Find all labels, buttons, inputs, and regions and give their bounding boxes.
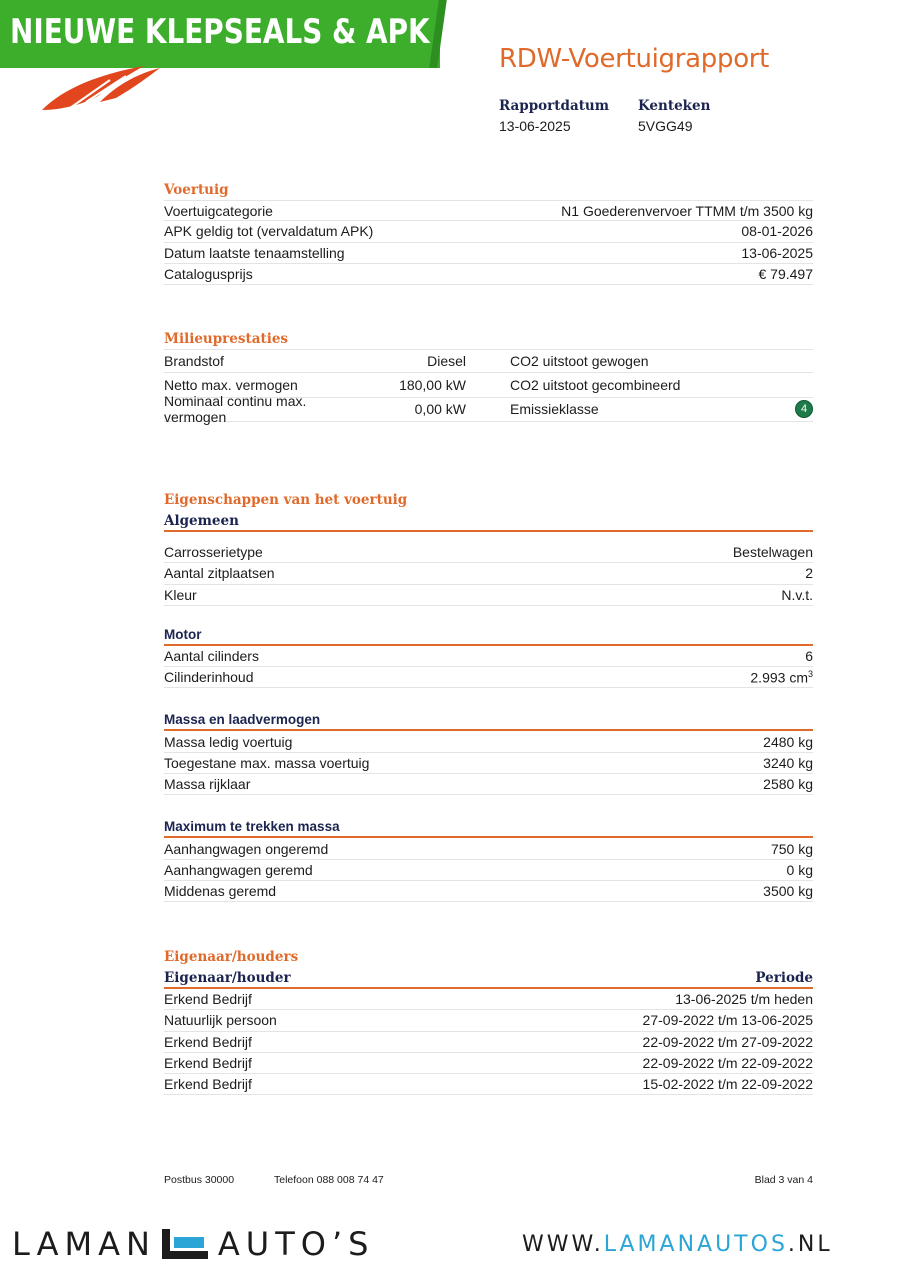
report-date-value: 13-06-2025 bbox=[499, 118, 571, 134]
table-row bbox=[164, 731, 813, 752]
row-value: 180,00 kW bbox=[399, 376, 466, 393]
general-subsection-title: Algemeen bbox=[164, 510, 813, 532]
row-value: 13-06-2025 bbox=[741, 244, 813, 261]
footer-postbus: Postbus 30000 bbox=[164, 1174, 235, 1186]
row-value: € 79.497 bbox=[758, 266, 813, 283]
vehicle-section-title: Voertuig bbox=[164, 182, 229, 198]
table-row bbox=[164, 1032, 813, 1053]
report-date-block bbox=[499, 98, 609, 134]
row-value: 2480 kg bbox=[763, 733, 813, 750]
table-row bbox=[164, 667, 813, 688]
period-cell: 15-02-2022 t/m 22-09-2022 bbox=[642, 1076, 813, 1093]
row-label: Aanhangwagen ongeremd bbox=[164, 840, 329, 857]
properties-section bbox=[164, 490, 813, 902]
row-label: Aanhangwagen geremd bbox=[164, 861, 313, 878]
table-row bbox=[164, 200, 813, 221]
row-label: Massa rijklaar bbox=[164, 776, 251, 793]
owners-table-header bbox=[164, 967, 813, 989]
period-cell: 22-09-2022 t/m 27-09-2022 bbox=[642, 1033, 813, 1050]
row-value: 2 bbox=[805, 565, 813, 582]
row-value: 3500 kg bbox=[763, 883, 813, 900]
row-label-right: CO2 uitstoot gecombineerd bbox=[510, 376, 681, 393]
table-row bbox=[164, 393, 813, 426]
environment-section-title: Milieuprestaties bbox=[164, 331, 289, 347]
promo-banner bbox=[0, 0, 440, 68]
table-row bbox=[164, 1053, 813, 1074]
laman-autos-logo bbox=[12, 1224, 374, 1264]
period-column-header: Periode bbox=[755, 970, 813, 986]
table-row bbox=[164, 221, 813, 242]
table-row bbox=[164, 585, 813, 606]
row-label-right: Emissieklasse bbox=[510, 401, 599, 418]
table-row bbox=[164, 838, 813, 859]
footer-page-number: Blad 3 van 4 bbox=[754, 1174, 813, 1186]
row-label: Netto max. vermogen bbox=[164, 376, 298, 393]
website-url[interactable] bbox=[522, 1232, 833, 1257]
row-label: APK geldig tot (vervaldatum APK) bbox=[164, 223, 374, 240]
properties-section-title: Eigenschappen van het voertuig bbox=[164, 492, 408, 508]
row-label: Massa ledig voertuig bbox=[164, 733, 293, 750]
row-label: Aantal cilinders bbox=[164, 648, 259, 665]
row-label: Middenas geremd bbox=[164, 883, 277, 900]
row-label: Datum laatste tenaamstelling bbox=[164, 244, 345, 261]
owner-column-header: Eigenaar/houder bbox=[164, 970, 291, 986]
displacement-value: 2.993 cm bbox=[750, 669, 808, 686]
row-label-right: CO2 uitstoot gewogen bbox=[510, 353, 649, 370]
brand-name-right: AUTO’S bbox=[217, 1225, 375, 1263]
table-row bbox=[164, 860, 813, 881]
table-row bbox=[164, 774, 813, 795]
period-cell: 22-09-2022 t/m 22-09-2022 bbox=[642, 1055, 813, 1072]
report-date-label: Rapportdatum bbox=[499, 98, 610, 114]
plate-block bbox=[638, 98, 710, 134]
environment-section bbox=[164, 329, 813, 426]
period-cell: 13-06-2025 t/m heden bbox=[675, 991, 813, 1008]
brand-name-left: LAMAN bbox=[12, 1225, 156, 1263]
emission-class-badge: 4 bbox=[795, 400, 813, 418]
table-row bbox=[164, 243, 813, 264]
document-footer bbox=[164, 1172, 813, 1206]
table-row bbox=[164, 1010, 813, 1031]
row-value: 2580 kg bbox=[763, 776, 813, 793]
owners-section-title: Eigenaar/houders bbox=[164, 949, 299, 965]
table-row bbox=[164, 264, 813, 285]
unit-superscript: 3 bbox=[807, 669, 813, 679]
report-title: RDW-Voertuigrapport bbox=[499, 44, 770, 74]
owner-cell: Erkend Bedrijf bbox=[164, 1033, 252, 1050]
row-label: Nominaal continu max. vermogen bbox=[164, 393, 307, 426]
owner-cell: Natuurlijk persoon bbox=[164, 1012, 277, 1029]
table-row bbox=[164, 542, 813, 563]
site-prefix: WWW. bbox=[522, 1232, 604, 1257]
table-row bbox=[164, 881, 813, 902]
owner-cell: Erkend Bedrijf bbox=[164, 1076, 252, 1093]
row-label: Toegestane max. massa voertuig bbox=[164, 754, 370, 771]
engine-subsection-title: Motor bbox=[164, 624, 813, 646]
rdw-logo-icon bbox=[40, 62, 170, 114]
row-label: Kleur bbox=[164, 586, 197, 603]
row-value: N.v.t. bbox=[781, 586, 813, 603]
row-label: Aantal zitplaatsen bbox=[164, 565, 275, 582]
row-value: 0,00 kW bbox=[414, 401, 466, 418]
row-value: 750 kg bbox=[770, 840, 813, 857]
period-cell: 27-09-2022 t/m 13-06-2025 bbox=[642, 1012, 813, 1029]
row-label: Brandstof bbox=[164, 353, 224, 370]
vehicle-section bbox=[164, 180, 813, 285]
row-value: 0 kg bbox=[786, 861, 813, 878]
table-row bbox=[164, 349, 813, 373]
row-value bbox=[750, 669, 813, 686]
table-row bbox=[164, 753, 813, 774]
row-value: Bestelwagen bbox=[732, 544, 813, 561]
row-value: 3240 kg bbox=[763, 754, 813, 771]
plate-value: 5VGG49 bbox=[638, 118, 693, 134]
row-label: Catalogusprijs bbox=[164, 266, 253, 283]
row-value: N1 Goederenvervoer TTMM t/m 3500 kg bbox=[561, 202, 813, 219]
owner-cell: Erkend Bedrijf bbox=[164, 991, 252, 1008]
promo-banner-text: NIEUWE KLEPSEALS & APK bbox=[10, 12, 430, 52]
car-flag-icon bbox=[162, 1229, 208, 1259]
row-value: 08-01-2026 bbox=[741, 223, 813, 240]
table-row bbox=[164, 1074, 813, 1095]
site-suffix: .NL bbox=[787, 1232, 833, 1257]
owner-cell: Erkend Bedrijf bbox=[164, 1055, 252, 1072]
owners-section bbox=[164, 947, 813, 1095]
table-row bbox=[164, 989, 813, 1010]
table-row bbox=[164, 646, 813, 667]
row-value: Diesel bbox=[427, 353, 466, 370]
plate-label: Kenteken bbox=[638, 98, 711, 114]
row-label: Carrosserietype bbox=[164, 544, 263, 561]
row-label: Cilinderinhoud bbox=[164, 669, 254, 686]
row-value: 6 bbox=[805, 648, 813, 665]
site-accent: LAMANAUTOS bbox=[603, 1232, 788, 1257]
footer-phone: Telefoon 088 008 74 47 bbox=[274, 1174, 384, 1186]
mass-subsection-title: Massa en laadvermogen bbox=[164, 709, 813, 731]
row-label: Voertuigcategorie bbox=[164, 202, 273, 219]
brand-bar bbox=[0, 1206, 904, 1280]
table-row bbox=[164, 563, 813, 584]
towing-subsection-title: Maximum te trekken massa bbox=[164, 816, 813, 838]
